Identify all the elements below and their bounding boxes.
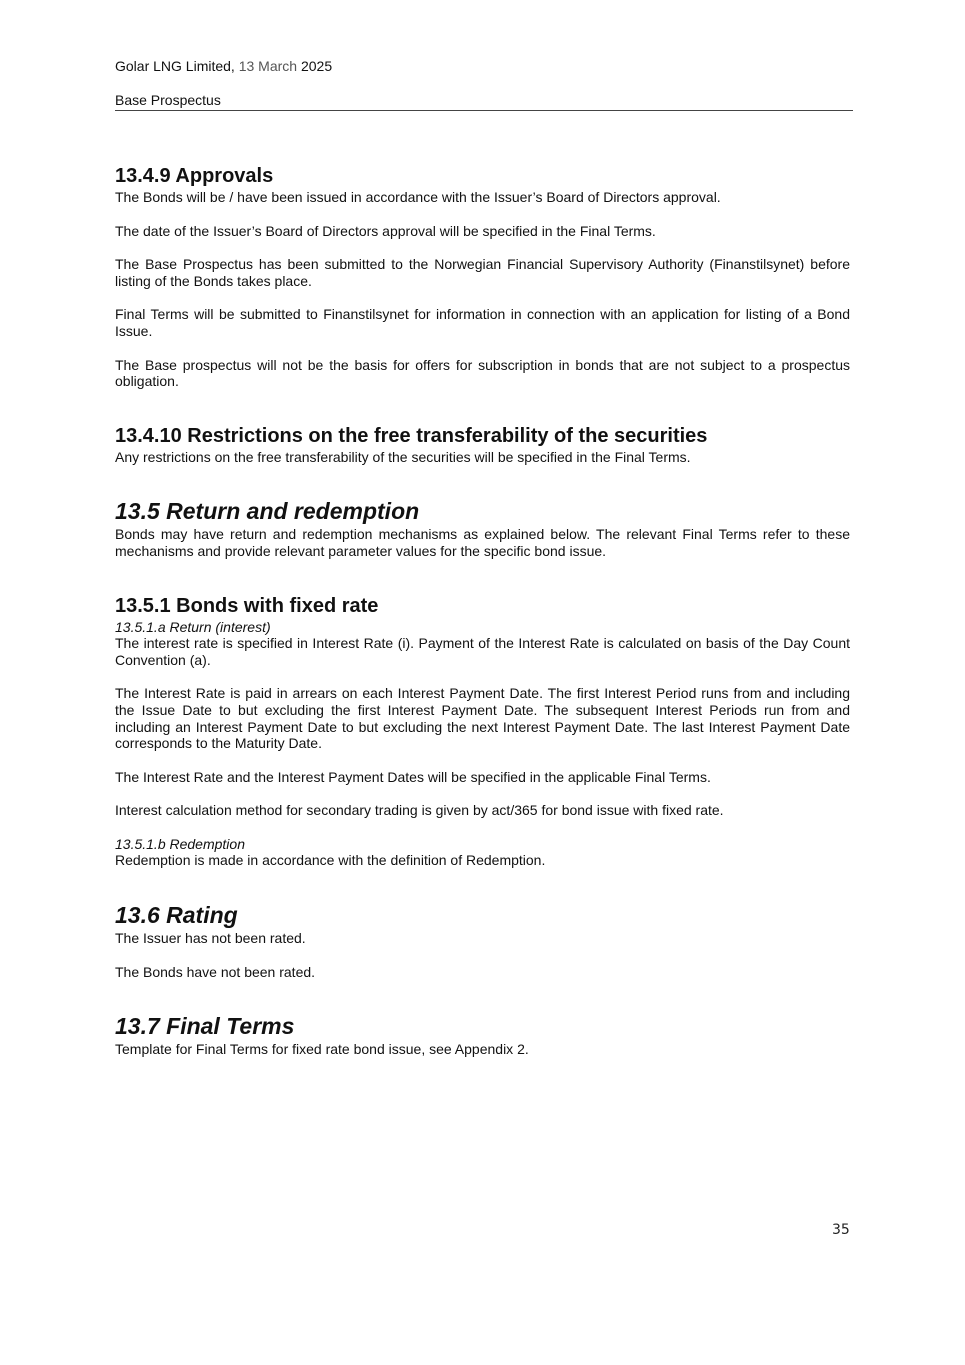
paragraph: The Bonds will be / have been issued in accordance with the Issuer’s Board of Directors approval. xyxy=(115,189,721,205)
paragraph: The Base Prospectus has been submitted to the Norwegian Financial Supervisory Authority (Finanstilsynet) before listing of the Bonds takes place. xyxy=(115,256,850,289)
paragraph: The interest rate is specified in Interest Rate (i). Payment of the Interest Rate is calculated on basis of the Day Count Convention (a). xyxy=(115,635,850,668)
heading-13-7: 13.7 Final Terms xyxy=(115,1013,295,1040)
paragraph: Bonds may have return and redemption mechanisms as explained below. The relevant Final Terms refer to these mechanisms and provide relevant parameter values for the specific bond issue. xyxy=(115,526,850,559)
header-company: Golar LNG Limited, xyxy=(115,58,235,74)
paragraph: Any restrictions on the free transferability of the securities will be specified in the Final Terms. xyxy=(115,448,691,465)
subheading-13-5-1-a: 13.5.1.a Return (interest) xyxy=(115,618,271,635)
subheading-13-5-1-b: 13.5.1.b Redemption xyxy=(115,835,245,852)
paragraph: The Issuer has not been rated. xyxy=(115,930,306,947)
paragraph: The Interest Rate is paid in arrears on each Interest Payment Date. The first Interest Period runs from and including the Issue Date to but excluding the first Interest Payment Date. The subsequent Interest Periods run from and including an Interest Payment Date to but excluding the next Interest Payment Date. The last Interest Payment Date corresponds to the Maturity Date. xyxy=(115,685,850,752)
heading-13-5-1: 13.5.1 Bonds with fixed rate xyxy=(115,594,379,617)
heading-13-5: 13.5 Return and redemption xyxy=(115,498,420,525)
page-header xyxy=(115,58,853,111)
page-number: 35 xyxy=(832,1222,850,1238)
paragraph: Final Terms will be submitted to Finanstilsynet for information in connection with an application for listing of a Bond Issue. xyxy=(115,306,850,339)
heading-13-6: 13.6 Rating xyxy=(115,902,238,929)
header-date: 13 March xyxy=(238,58,298,74)
paragraph: Interest calculation method for secondary trading is given by act/365 for bond issue with fixed rate. xyxy=(115,802,724,819)
page-content xyxy=(115,163,850,1058)
heading-13-4-10: 13.4.10 Restrictions on the free transferability of the securities xyxy=(115,424,708,447)
header-year: 2025 xyxy=(300,58,333,74)
header-company-date xyxy=(115,58,853,75)
paragraph: The Interest Rate and the Interest Payment Dates will be specified in the applicable Final Terms. xyxy=(115,768,711,785)
paragraph: The Bonds have not been rated. xyxy=(115,963,316,980)
heading-13-4-9: 13.4.9 Approvals xyxy=(115,165,274,187)
paragraph: The date of the Issuer’s Board of Directors approval will be specified in the Final Terms. xyxy=(115,222,656,239)
paragraph: Redemption is made in accordance with the definition of Redemption. xyxy=(115,852,546,869)
header-doc-type: Base Prospectus xyxy=(115,92,853,111)
paragraph: Template for Final Terms for fixed rate bond issue, see Appendix 2. xyxy=(115,1041,529,1058)
paragraph: The Base prospectus will not be the basis for offers for subscription in bonds that are not subject to a prospectus obligation. xyxy=(115,356,850,390)
